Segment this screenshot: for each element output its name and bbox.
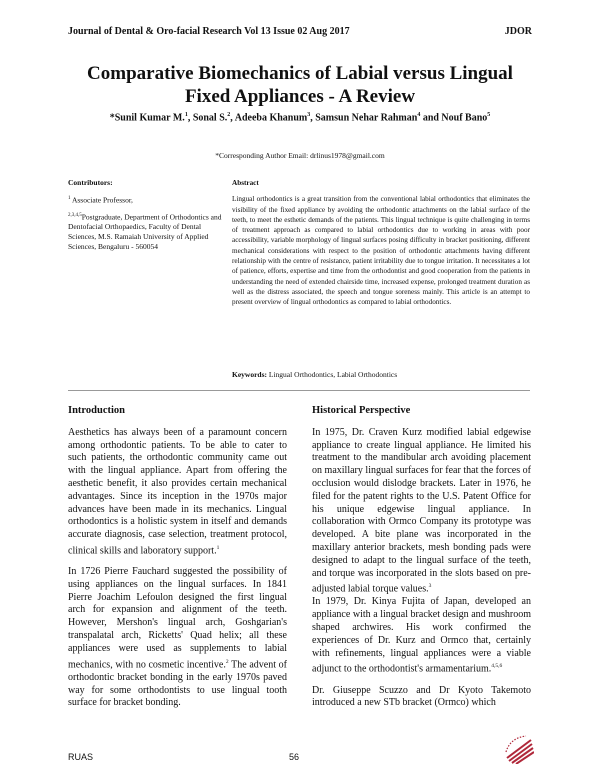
affil-marker-2: 2,3,4,5 xyxy=(68,212,82,218)
author-2-affil: 2 xyxy=(227,112,231,118)
title-line-1: Comparative Biomechanics of Labial versus Lingual xyxy=(87,63,513,84)
journal-name: Journal of Dental & Oro-facial Research Vol 13 Issue 02 Aug 2017 xyxy=(68,26,350,37)
keywords-text: Lingual Orthodontics, Labial Orthodontics xyxy=(267,370,398,379)
footer-institution: RUAS xyxy=(68,752,94,762)
history-heading: Historical Perspective xyxy=(312,405,411,416)
history-paragraph-2 xyxy=(312,596,531,676)
author-list xyxy=(30,112,570,123)
author-1: *Sunil Kumar M. xyxy=(109,112,185,124)
abstract-text: Lingual orthodontics is a great transition from the conventional labial orthodontics that eliminates the visibility of the fixed appliance by avoiding the orthodontic attachments on the labial surface of the teeth, to meet the esthetic demands of the patients. This lingual technique is quite challenging in terms of treatment approach as compared to labial orthodontics due to working in areas with poor accessibility, variable morphology of lingual surfaces posing difficulty in bracket positioning, different mechanical considerations with respect to the position of orthodontic attachments having different relationship with the centre of resistance, patient irritability due to tongue irritation. It necessitates a lot of patience, efforts, expertise and time from the orthodontist and good cooperation from the patients in understanding the need of extended chairside time, increased expense, prolonged treatment duration as well as the distress associated, the speech and tongue soreness mainly. This article is an attempt to present overview of lingual orthodontics as compared to labial orthodontics. xyxy=(232,195,530,307)
intro-paragraph-2 xyxy=(68,566,287,710)
title-line-2: Fixed Appliances - A Review xyxy=(184,86,416,107)
university-logo-icon xyxy=(504,734,534,764)
affil-text-2: Postgraduate, Department of Orthodontics and Dentofacial Orthopaedics, Faculty of Dental Sciences, M.S. Ramaiah University of Applied Sciences, Bengaluru - 560054 xyxy=(68,212,222,251)
contributor-affiliation-1 xyxy=(68,194,228,206)
journal-abbrev: JDOR xyxy=(504,26,532,37)
intro-p1-text: Aesthetics has always been of a paramount concern among orthodontic patients. To be able to cater to such patients, the orthodontic community came out with the lingual appliance. Apart from offering the aesthetic benefit, it also provides certain mechanical advantages. Since its inception in the 1970s major advances have been made in its mechanics. Lingual orthodontics is a holistic system in itself and demands accurate diagnosis, case selection, treatment protocol, clinical skills and laboratory support. xyxy=(68,426,287,557)
contributors-heading: Contributors: xyxy=(68,178,113,187)
corresponding-author: *Corresponding Author Email: drlinus1978@gmail.com xyxy=(215,151,385,160)
affil-marker-1: 1 xyxy=(68,196,71,201)
history-p1-text: In 1975, Dr. Craven Kurz modified labial edgewise appliance to create lingual appliance. He limited his treatment to the mandibular arch avoiding placement on maxillary lingual surfaces for fear that the forces of occlusion would dislodge brackets. Later in 1976, he filed for the patent rights to the U.S. Patent Office for his unique edgewise lingual appliance. In collaboration with Ormco Company its prototype was developed. A bite plane was incorporated in the maxillary anterior brackets, mesh bonding pads were designed to adapt to the lingual surface of the teeth, and torque was incorporated in the slots based on pre-adjusted labial torque values. xyxy=(312,426,531,595)
intro-p2-text-a: In 1726 Pierre Fauchard suggested the possibility of using appliances on the lingual surfaces. In 1841 Pierre Joachim Lefoulon designed the first lingual arch for expansion and alignment of the teeth. However, Mershon's lingual arch, Goshgarian's transpalatal arch, Ricketts' Quad helix; all these appliances were used as supplements to labial mechanics, with no cosmetic incentive. xyxy=(68,566,287,670)
abstract-heading: Abstract xyxy=(232,179,259,187)
contributor-affiliation-2 xyxy=(68,211,228,253)
author-4-affil: 4 xyxy=(417,112,421,118)
author-3-affil: 3 xyxy=(307,112,311,118)
abstract-block xyxy=(232,178,530,308)
history-paragraph-1 xyxy=(312,427,531,597)
keywords-line xyxy=(232,370,530,379)
article-title xyxy=(40,62,560,108)
running-header xyxy=(68,26,532,37)
history-p2-citation: 4,5,6 xyxy=(491,663,503,670)
contributors-block xyxy=(68,178,228,257)
section-divider xyxy=(68,390,530,391)
author-1-affil: 1 xyxy=(184,112,188,118)
intro-paragraph-1 xyxy=(68,427,287,558)
left-column xyxy=(68,405,287,718)
author-3: , Adeeba Khanum xyxy=(230,112,308,124)
history-paragraph-3: Dr. Giuseppe Scuzzo and Dr Kyoto Takemoto introduced a new STb bracket (Ormco) which xyxy=(312,684,531,709)
author-5-affil: 5 xyxy=(487,112,491,118)
intro-p2-citation: 2 xyxy=(225,658,229,665)
page-number: 56 xyxy=(289,752,300,762)
author-4: , Samsun Nehar Rahman xyxy=(310,112,418,124)
keywords-label: Keywords: xyxy=(232,370,267,379)
intro-p1-citation: 1 xyxy=(216,544,220,551)
affil-text-1: Associate Professor, xyxy=(70,195,133,205)
author-2: , Sonal S. xyxy=(187,112,228,124)
history-p1-citation: 3 xyxy=(428,583,432,590)
author-5: and Nouf Bano xyxy=(420,112,488,124)
right-column xyxy=(312,405,531,718)
intro-p2-text-b: The advent of orthodontic bracket bonding in the early 1970s paved way for some orthodontists to use lingual tooth surface for bracket bonding. xyxy=(68,659,287,709)
introduction-heading: Introduction xyxy=(68,405,125,416)
history-p2-text: In 1979, Dr. Kinya Fujita of Japan, developed an appliance with a lingual bracket design and mushroom shaped archwires. His work confirmed the experiences of Dr. Kurz and Ormco that, certainly with refinements, lingual appliances were a viable adjunct to the orthodontist's armamentarium. xyxy=(312,596,531,675)
